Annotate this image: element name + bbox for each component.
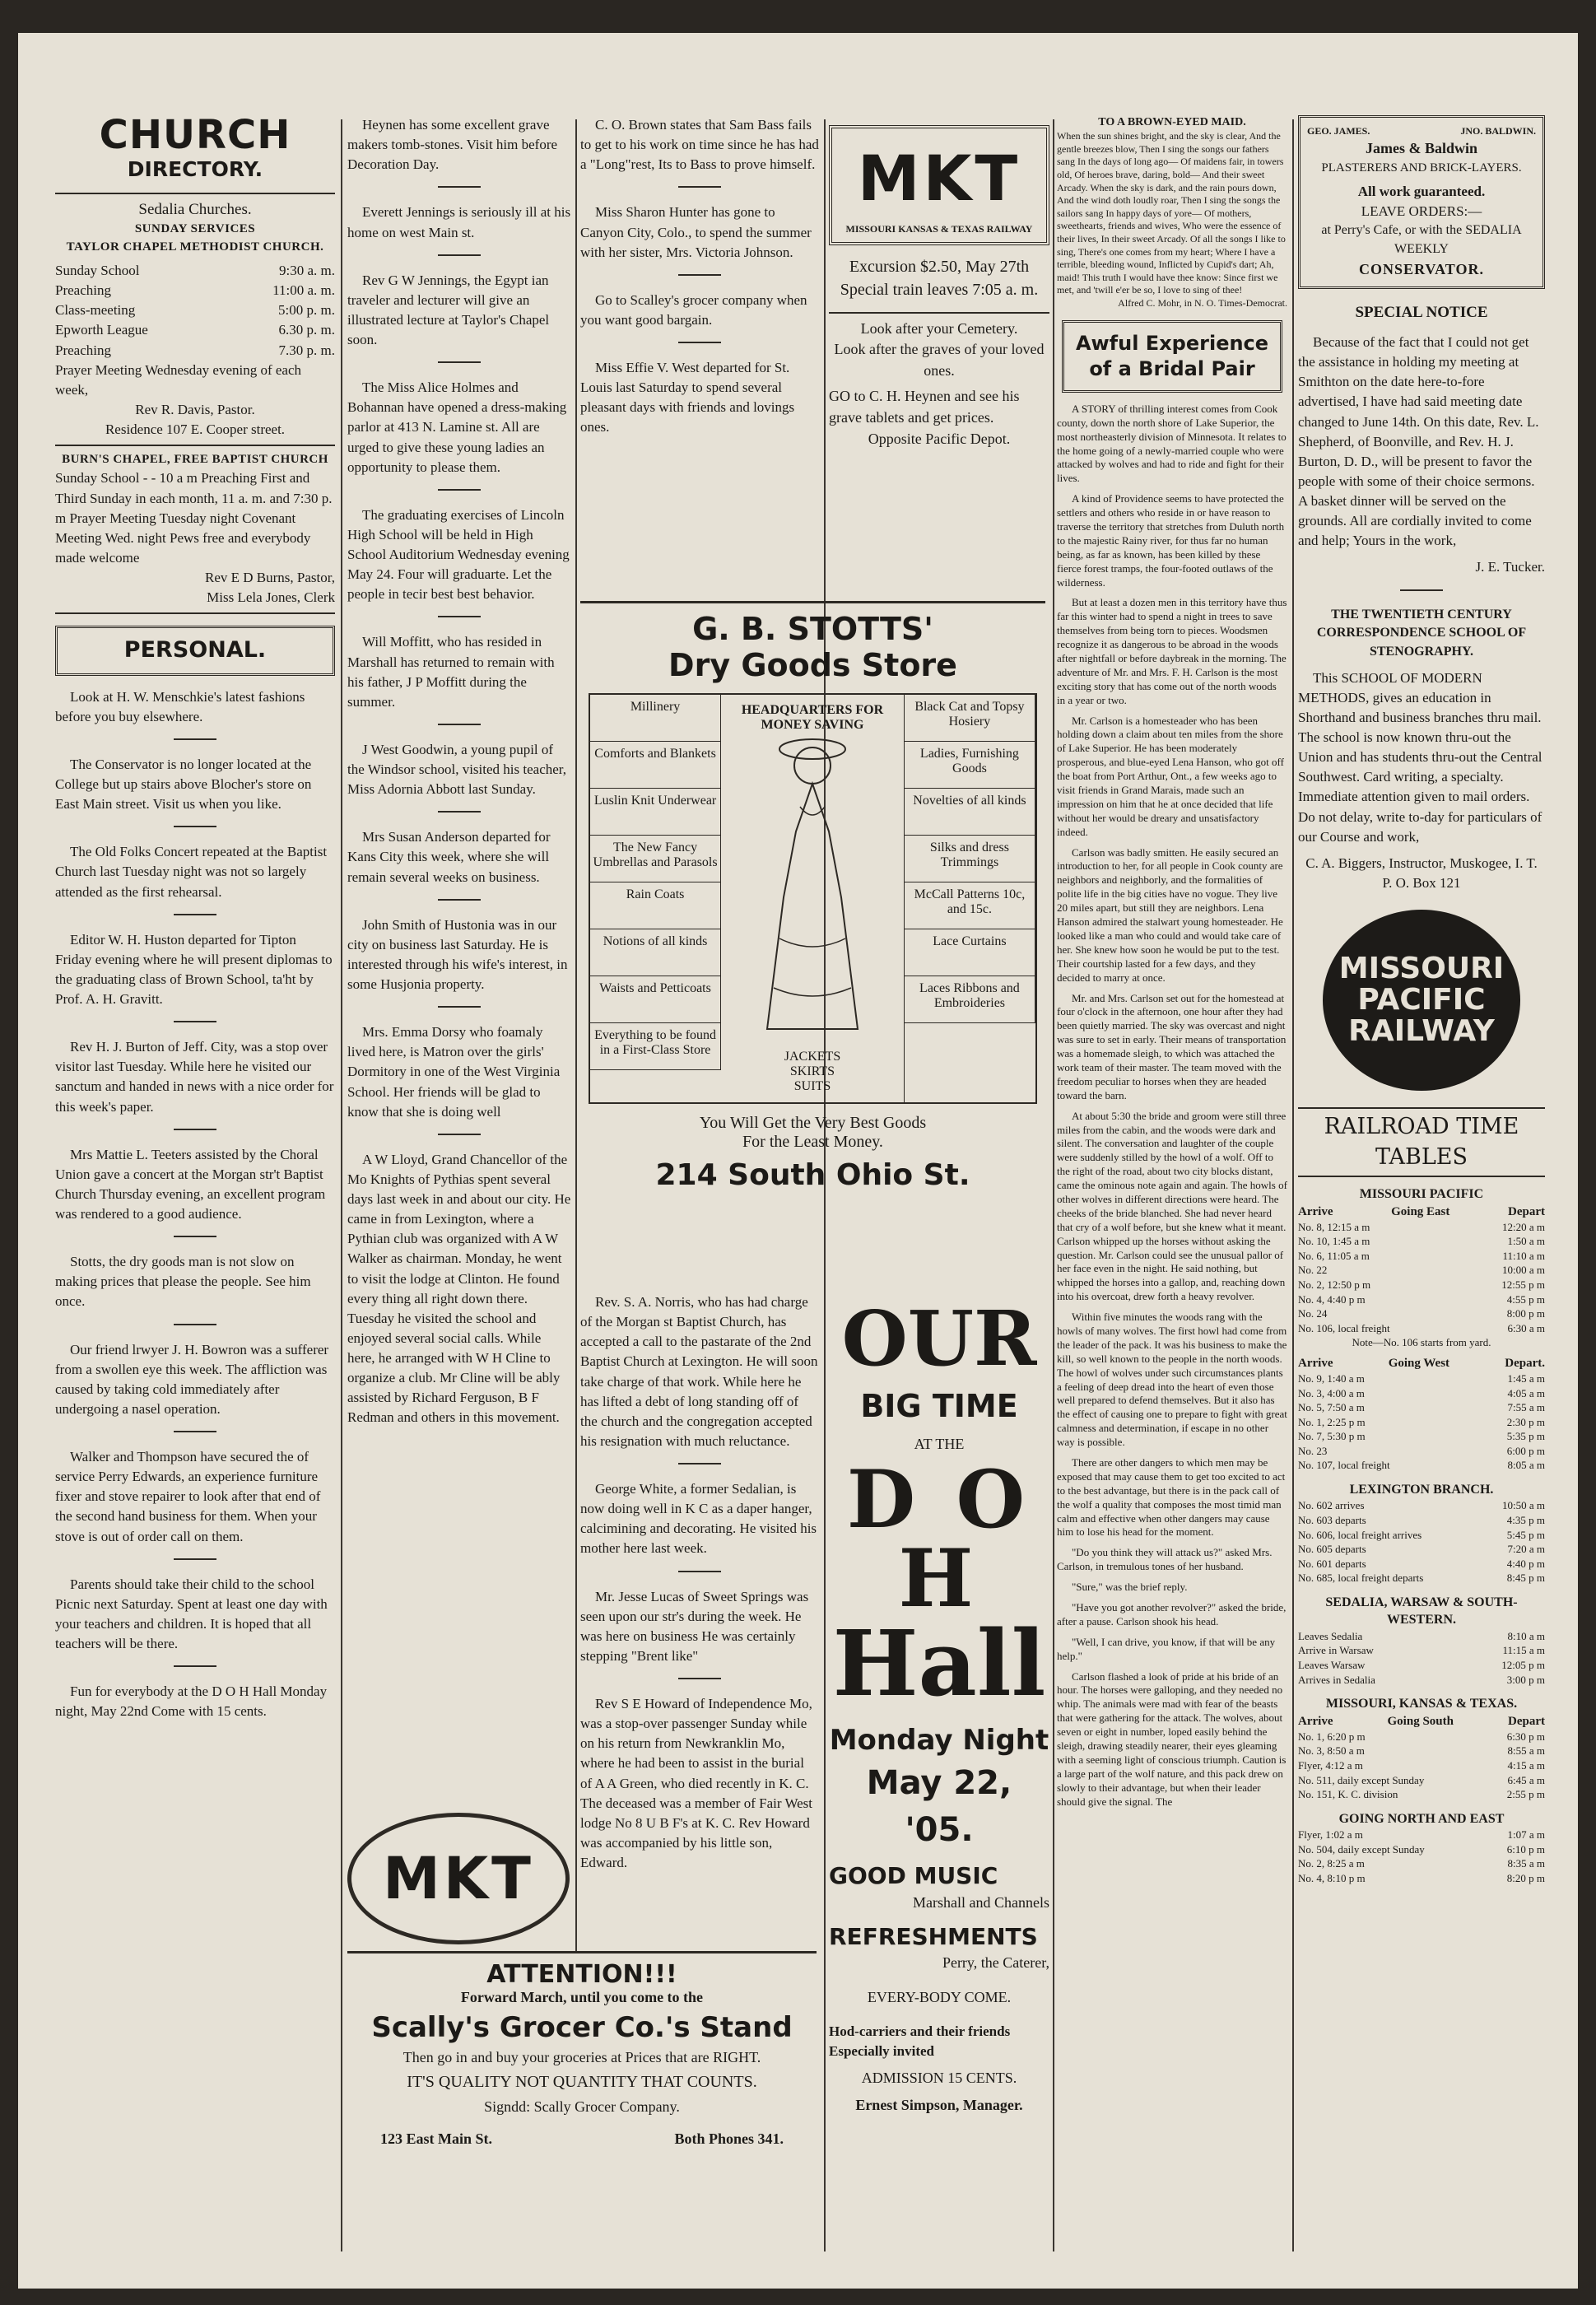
table-row: No. 24 8:00 p m [1298, 1307, 1545, 1320]
stotts-left-list: Millinery Comforts and Blankets Luslin Knit Underwear The New Fancy Umbrellas and Parasols Rain Coats Notions of all kinds Waists and Petticoats Everything to be found in a First-Class Store [590, 695, 721, 1102]
attention-store: Scally's Grocer Co.'s Stand [371, 2011, 793, 2044]
attention-line2: Then go in and buy your groceries at Prices that are RIGHT. [402, 2049, 761, 2065]
doh-admission: ADMISSION 15 CENTS. [861, 2069, 1017, 2086]
table-row: No. 23 6:00 p m [1298, 1444, 1545, 1457]
doh-big-time: BIG TIME [860, 1388, 1018, 1424]
table-row: Arrives in Sedalia 3:00 p m [1298, 1673, 1545, 1686]
news-item: Rev. S. A. Norris, who has had charge of the Morgan st Baptist Church, has accepted a call to the pastarate of the 2nd Baptist Church at Lexington. He will soon take charge of that work. While here he has lifted a debt of long standing off of the church and the congregation accepted his resignation with much reluctance. [580, 1294, 818, 1449]
service-row: Sunday School 9:30 a. m. [55, 263, 335, 279]
rail-title: RAILROAD TIME TABLES [1298, 1107, 1545, 1177]
table-row: Leaves Sedalia 8:10 a m [1298, 1629, 1545, 1642]
lady-illustration [751, 733, 874, 1045]
table-row: No. 602 arrives 10:50 a m [1298, 1499, 1545, 1512]
column-local-news [347, 115, 571, 1943]
residence: Residence 107 E. Cooper street. [105, 421, 286, 438]
table-row: No. 10, 1:45 a m 1:50 a m [1298, 1235, 1545, 1248]
table-row: No. 1, 6:20 p m 6:30 p m [1298, 1730, 1545, 1743]
news-item: A W Lloyd, Grand Chancellor of the Mo Knights of Pythias spent several days last week in and about our city. He came in from Lexington, where a Pythian club was organized with A W Walker as chairman. Monday, he went to visit the lodge at Clinton. He found every thing all right down there. Tuesday he visited the school and enjoyed several social calls. While here, he arranged with W H Cline to organize a club. Mr Cline will be ably assisted by Richard Ferguson, B F Redman and others in this movement. [347, 1151, 571, 1426]
stotts-tagline2: For the Least Money. [742, 1133, 883, 1152]
personal-item: Editor W. H. Huston departed for Tipton Friday evening where he will present diplomas to the graduating class of Brown School, ta'ht by Prof. A. H. Gravitt. [55, 931, 333, 1008]
doh-hall-ad [829, 1301, 1049, 2256]
doh-manager: Ernest Simpson, Manager. [855, 2097, 1023, 2114]
plasterers-ad: GEO. JAMES. JNO. BALDWIN. James & Baldwin PLASTERERS AND BRICK-LAYERS. All work guaranteed. LEAVE ORDERS:— at Perry's Cafe, or with the SEDALIA WEEKLY CONSERVATOR. [1298, 115, 1545, 289]
column-notices-rail [1298, 115, 1545, 2256]
personal-item: The Conservator is no longer located at the College but up stairs above Blocher's store on East Main street. Visit us when you like. [55, 756, 312, 813]
table-row: No. 504, daily except Sunday 6:10 p m [1298, 1842, 1545, 1856]
stotts-center: HEADQUARTERS FOR MONEY SAVING JACKETS SKIRTS SUITS [721, 695, 905, 1102]
column-news-top [580, 115, 819, 593]
burns-pastor: Rev E D Burns, Pastor, [205, 570, 335, 586]
story-body: A STORY of thrilling interest comes from Cook county, down the north shore of Lake Superior, the most northeasterly division of Minnesota. It relates to the home going of a newly-married couple who were attacked by wolves and had to ride and fight for their lives. A kind of Providence seems to have protected the settlers and others who reside in or have reason to traverse the territory that stretches from Duluth north to the majestic Rainy river, for thus far no human being, as far as known, has been killed by these fierce forest tramps, the four-footed outlaws of the wilderness. But at least a dozen men in this territory have thus far this winter had to spend a night in trees to save themselves from being torn to pieces. Woodsmen recognize it as dangerous to be abroad in the woods after nightfall or before daybreak in the morning. The adventure of Mr. and Mrs. F. H. Carlson is the most exciting story that has come out of the north woods in a year or two. Mr. Carlson is a homesteader who has been holding down a claim about ten miles from the shore of Lake Superior. He has been moderately prosperous, and blue-eyed Lena Hanson, who got off the boat from Port Arthur, Ont., a few weeks ago to visit friends in Grand Marais, made such an impression on him that he at once decided that life without her would be dreary and unsatisfactory indeed. Carlson was badly smitten. He easily secured an introduction to her, for all people in Cook county are neighbors and neighborly, and the formalities of polite life in the big cities have no vogue. They live 20 miles apart, but still they are neighbors. Lena Hanson admired the stalwart young homesteader. He looked like a man who could and would take care of her. She knew how soon he would be put to the test. Their courtship lasted for a few days, and they decided to marry at once. Mr. and Mrs. Carlson set out for the homestead at four o'clock in the afternoon, one hour after they had been quietly married. The sky was overcast and night was sure to set in early. Their means of transportation was a homemade sleigh, to which was attached the work team of their master. The team moved with the freedom peculiar to horses when they are headed toward the barn. At about 5:30 the bride and groom were still three miles from the cabin, and the woods were dark and silent. The conversation and laughter of the couple were suddenly stilled by the howl of a wolf. Off to the right of the road, about two city blocks distant, came the ominous note again and again. The howls of other wolves in different directions were heard. The cheeks of the bride blanched. She had never heard that cry of a wolf before, but she knew what it meant. Carlson whipped up the horses without asking the question. Mr. Carlson could see the unusual pallor of her face even in the night. He said nothing, but whipped the horses into a gallop, and, reaching down into his overcoat, drew forth a heavy revolver. Within five minutes the woods rang with the howls of many wolves. The first howl had come from the leader of the pack. It was his business to make the kill, so well known to the people in the north woods. The howl of wolves under such circumstances plants a feeling of deep dread into the heart of even those well prepared to defend themselves. But it also has the effect of causing one to prepare to fight with great calmness and determination, if escape in no other way is possible. There are other dangers to which men may be exposed that may cause them to get too excited to act to the best advantage, but there is in the pack call of the wolf a quality that composes the most timid man calm and effective when other dangers may cause him to lose his head for the moment. "Do you think they will attack us?" asked Mrs. Carlson, in tremulous tones of her husband. "Sure," was the brief reply. "Have you got another revolver?" asked the bride, after a pause. Carlson shook his head. "Well, I can drive, you know, if that will be any help." Carlson flashed a look of pride at his bride of an hour. The horses were galloping, and they needed no whip. The animals were mad with fear of the beasts that were gathering for the attack. The wolves, about seven or eight in number, loped easily behind the sleigh, drawing steadily nearer, their eyes gleaming with a seeming light of conscious triumph. Caution is a large part of the wolf nature, and this pack drew on slowly to their advantage, but when their leader should give the signal. The [1057, 402, 1287, 1808]
doh-music: GOOD MUSIC [829, 1862, 998, 1890]
table-row: No. 2, 8:25 a m 8:35 a m [1298, 1857, 1545, 1870]
stotts-address: 214 South Ohio St. [655, 1158, 970, 1193]
notice-signature: J. E. Tucker. [1475, 559, 1545, 575]
mkt-excursion: Excursion $2.50, May 27th [849, 258, 1030, 276]
table-row: No. 606, local freight arrives 5:45 p m [1298, 1528, 1545, 1541]
taylor-chapel-heading: TAYLOR CHAPEL METHODIST CHURCH. [66, 240, 324, 254]
doh-refresh: REFRESHMENTS [829, 1922, 1038, 1950]
news-item: Go to Scalley's grocer company when you want good bargain. [580, 291, 807, 328]
column-rule [1053, 119, 1054, 2251]
rail-lex: LEXINGTON BRANCH. [1349, 1482, 1494, 1497]
table-row: No. 601 departs 4:40 p m [1298, 1557, 1545, 1570]
awful-title: Awful Experience of a Bridal Pair [1062, 320, 1282, 393]
church-title: CHURCH [99, 115, 291, 158]
news-item: C. O. Brown states that Sam Bass fails to get to his work on time since he has had a "Long"rest, Its to Bass to prove himself. [580, 117, 819, 173]
mkt-special: Special train leaves 7:05 a. m. [840, 281, 1039, 300]
missouri-pacific-badge: MISSOURI PACIFIC RAILWAY [1323, 910, 1520, 1091]
table-row: Leaves Warsaw 12:05 p m [1298, 1658, 1545, 1671]
table-row: No. 151, K. C. division 2:55 p m [1298, 1788, 1545, 1801]
burns-chapel-text: Sunday School - - 10 a m Preaching First and Third Sunday in each month, 11 a. m. and 7:30 p. m Prayer Meeting Tuesday night Covenant Meeting Wed. night Pews free and everybody made welcome [55, 470, 333, 566]
news-item: John Smith of Hustonia was in our city on business last Saturday. He is interested through his wife's interest, in some Husjonia property. [347, 916, 568, 992]
column-rule [341, 119, 342, 2251]
service-row: Class-meeting 5:00 p. m. [55, 302, 335, 319]
attention-signed: Signdd: Scally Grocer Company. [484, 2098, 680, 2115]
news-item: Mrs. Emma Dorsy who foamaly lived here, is Matron over the girls' Dormitory in one of the West Virginia School. Her friends will be glad to know that she is doing well [347, 1024, 561, 1120]
news-item: Rev S E Howard of Independence Mo, was a stop-over passenger Sunday while on his return from Newkranklin Mo, where he had been to assist in the burial of A A Green, who died recently in K. C. The deceased was a member of Fair West lodge No 8 U B F's at K. C. Rev Howard was accompanied by his little son, Edward. [580, 1696, 813, 1870]
table-row: No. 685, local freight departs 8:45 p m [1298, 1572, 1545, 1585]
table-row: No. 1, 2:25 p m 2:30 p m [1298, 1415, 1545, 1428]
service-list [55, 261, 335, 361]
personal-item: Stotts, the dry goods man is not slow on making prices that please the people. See him once. [55, 1254, 311, 1310]
service-row: Preaching 11:00 a. m. [55, 282, 335, 299]
school-signature: C. A. Biggers, Instructor, Muskogee, I. T. [1305, 854, 1538, 871]
doh-invited: Especially invited [829, 2042, 934, 2059]
burns-clerk: Miss Lela Jones, Clerk [207, 589, 335, 606]
burns-chapel-heading: BURN'S CHAPEL, FREE BAPTIST CHURCH [62, 453, 328, 467]
news-item: Miss Effie V. West departed for St. Louis last Saturday to spend several pleasant days with friends and lovings ones. [580, 360, 795, 435]
table-row: Flyer, 1:02 a m 1:07 a m [1298, 1828, 1545, 1842]
poem-author: Alfred C. Mohr, in N. O. Times-Democrat. [1118, 296, 1287, 309]
news-item: George White, a former Sedalian, is now doing well in K C as a daper hanger, calcimining and decorating. He visited his mother here last week. [580, 1481, 817, 1557]
school-title: THE TWENTIETH CENTURY CORRESPONDENCE SCHOOL OF STENOGRAPHY. [1316, 607, 1527, 659]
personal-item: Fun for everybody at the D O H Hall Monday night, May 22nd Come with 15 cents. [55, 1683, 328, 1720]
attention-title: ATTENTION!!! [486, 1960, 677, 1989]
personal-item: Mrs Mattie L. Teeters assisted by the Choral Union gave a concert at the Morgan str't Baptist Church Thursday evening, an excellent program was rendered to a good audience. [55, 1146, 326, 1222]
news-item: Mrs Susan Anderson departed for Kans City this week, where she will remain several weeks on business. [347, 829, 551, 885]
school-box: P. O. Box 121 [1382, 874, 1461, 891]
news-item: Will Moffitt, who has resided in Marshall has returned to remain with his father, J P Moffitt during the summer. [347, 634, 555, 710]
attention-quality: IT'S QUALITY NOT QUANTITY THAT COUNTS. [407, 2073, 757, 2091]
news-item: The Miss Alice Holmes and Bohannan have opened a dress-making parlor at 413 N. Lamine st. All are urged to give these young ladies an opportunity to please them. [347, 380, 567, 475]
column-church-personal [55, 115, 335, 2256]
table-row: No. 3, 4:00 a m 4:05 a m [1298, 1386, 1545, 1399]
stotts-subtitle: Dry Goods Store [668, 646, 957, 683]
news-item: Heynen has some excellent grave makers tomb-stones. Visit him before Decoration Day. [347, 117, 558, 173]
poem-title: TO A BROWN-EYED MAID. [1098, 116, 1246, 128]
column-mkt-ad [829, 115, 1049, 531]
heynen-line2: Look after the graves of your loved ones. [834, 341, 1045, 379]
table-row: No. 3, 8:50 a m 8:55 a m [1298, 1744, 1545, 1758]
table-row: No. 9, 1:40 a m 1:45 a m [1298, 1372, 1545, 1385]
news-item: Mr. Jesse Lucas of Sweet Springs was seen upon our str's during the week. He was here on business He was certainly stepping "Brent like" [580, 1588, 809, 1664]
table-row: Flyer, 4:12 a m 4:15 a m [1298, 1759, 1545, 1772]
mkt-logo-small: MKT [347, 1803, 570, 1954]
table-row: Arrive in Warsaw 11:15 a m [1298, 1644, 1545, 1657]
heynen-loc: Opposite Pacific Depot. [868, 430, 1011, 447]
personal-item: Rev H. J. Burton of Jeff. City, was a stop over visitor last Tuesday. While here he visited our sanctum and handed in news with a nice order for this week's paper. [55, 1039, 334, 1115]
personal-heading: PERSONAL. [55, 626, 335, 675]
doh-music-by: Marshall and Channels [913, 1894, 1049, 1912]
mkt-logo: MKT MISSOURI KANSAS & TEXAS RAILWAY [829, 125, 1049, 245]
sedalia-heading: Sedalia Churches. [138, 200, 252, 218]
railroad-time-tables: RAILROAD TIME TABLES MISSOURI PACIFIC Arrive Going East Depart No. 8, 12:15 a m 12:20 a m No. 10, 1:45 a m 1:50 a m No. 6, 11:05 a m 11:10 a m No. 22 10:00 a m No. 2, 12:50 p m 12:55 p m No. 4, 4:40 p m 4:55 p m No. 24 8:00 p m No. 106, local freight 6:30 a m Note—No. 106 starts from yard. Arrive Going West Depart. No. 9, 1:40 a m 1:45 a m No. 3, 4:00 a m 4:05 a m No. 5, 7:50 a m 7:55 a m No. 1, 2:25 p m 2:30 p m No. 7, 5:30 p m 5:35 p m No. 23 6:00 p m No. 107, local freight 8:05 a m LEXINGTON BRANCH. No. 602 arrives 10:50 a m No. 603 departs 4:35 p m No. 606, local freight arrives 5:45 p m No. 605 departs 7:20 a m No. 601 departs 4:40 p m No. 685, local freight departs 8:45 p m SEDALIA, WARSAW & SOUTH-WESTERN. Leaves Sedalia 8:10 a m Arrive in Warsaw 11:15 a m Leaves Warsaw 12:05 p m Arrives in Sedalia 3:00 p m MISSOURI, KANSAS & TEXAS. Arrive Going South Depart No. 1, 6:20 p m 6:30 p m No. 3, 8:50 a m 8:55 a m Flyer, 4:12 a m 4:15 a m No. 511, daily except Sunday 6:45 a m No. 151, K. C. division 2:55 p m GOING NORTH AND EAST Flyer, 1:02 a m 1:07 a m No. 504, daily except Sunday 6:10 p m No. 2, 8:25 a m 8:35 a m No. 4, 8:10 p m 8:20 p m [1298, 1107, 1545, 1885]
service-row: Epworth League 6.30 p. m. [55, 322, 335, 338]
attention-address: 123 East Main St. [380, 2130, 493, 2147]
pastor: Rev R. Davis, Pastor. [135, 401, 255, 417]
stotts-tagline1: You Will Get the Very Best Goods [699, 1114, 927, 1133]
news-item: Miss Sharon Hunter has gone to Canyon City, Colo., to spend the summer with her sister, Mrs. Victoria Johnson. [580, 204, 812, 260]
column-rule [1292, 119, 1294, 2251]
table-row: No. 106, local freight 6:30 a m [1298, 1321, 1545, 1334]
personal-item: Look at H. W. Menschkie's latest fashions before you buy elsewhere. [55, 688, 305, 724]
school-text: This SCHOOL OF MODERN METHODS, gives an education in Shorthand and business branches thru mail. The school is now known thru-out the Union and has students thru-out the Central Southwest. Card writing, a specialty. Immediate attention given to mail orders. Do not delay, write to-day for particulars of our Course and work, [1298, 669, 1542, 845]
column-story [1057, 115, 1287, 2256]
news-item: Everett Jennings is seriously ill at his home on west Main st. [347, 204, 571, 240]
table-row: No. 107, local freight 8:05 a m [1298, 1459, 1545, 1472]
table-row: No. 8, 12:15 a m 12:20 a m [1298, 1220, 1545, 1233]
prayer-meeting: Prayer Meeting Wednesday evening of each week, [55, 361, 302, 398]
doh-hod: Hod-carriers and their friends [829, 2023, 1011, 2039]
personal-item: Parents should take their child to the school Picnic next Saturday. Spent at least one day with your teachers and children. It is hoped that all teachers will be there. [55, 1576, 328, 1652]
doh-doh: D O H [846, 1452, 1032, 1625]
table-row: No. 22 10:00 a m [1298, 1264, 1545, 1277]
heynen-line1: Look after your Cemetery. [860, 319, 1018, 337]
notice-text: Because of the fact that I could not get the assistance in holding my meeting at Smithton on the date here-to-fore advertised, I have had said meeting date changed to June 14th. On this date, Rev. L. Shepherd, of Boonville, and Rev. H. J. Burton, D. D., will be present to favor the people with some of their choice sermons. A basket dinner will be served on the grounds. All are cordially invited to come and help; Yours in the work, [1298, 334, 1539, 549]
news-item: The graduating exercises of Lincoln High School will be held in High School Auditorium Wednesday evening May 24. Four will graduarte. Let the people in tecir best best behavior. [347, 506, 570, 603]
column-rule [575, 119, 577, 2251]
doh-caterer: Perry, the Caterer, [942, 1954, 1049, 1972]
table-row: No. 511, daily except Sunday 6:45 a m [1298, 1773, 1545, 1786]
table-row: No. 4, 4:40 p m 4:55 p m [1298, 1292, 1545, 1306]
personal-item: Walker and Thompson have secured the of service Perry Edwards, an experience furniture fixer and stove repairer to look after that end of the second hand business for them. When your stove is out of order call on them. [55, 1449, 321, 1544]
table-row: No. 2, 12:50 p m 12:55 p m [1298, 1278, 1545, 1292]
table-row: No. 4, 8:10 p m 8:20 p m [1298, 1871, 1545, 1884]
doh-at: AT THE [914, 1435, 965, 1452]
table-row: No. 5, 7:50 a m 7:55 a m [1298, 1401, 1545, 1414]
table-row: No. 6, 11:05 a m 11:10 a m [1298, 1249, 1545, 1262]
notice-title: SPECIAL NOTICE [1355, 304, 1488, 322]
personal-item: The Old Folks Concert repeated at the Baptist Church last Tuesday night was not so largely attended as the first rehearsal. [55, 844, 328, 900]
rail-mp: MISSOURI PACIFIC [1359, 1186, 1484, 1201]
attention-line1: Forward March, until you come to the [460, 1989, 704, 2005]
poem-text: When the sun shines bright, and the sky is clear, And the gentle breezes blow, Then I sing the songs our fathers sang In the days of long ago— Of maidens fair, in towers old, Of heroes brave, daring, bold— And their sweet Arcady. When the sky is dark, and the rain pours down, And the wind doth loudly roar, Then I sing the songs the sailors sang In happy days of yore— Of mothers, sweethearts, friends and wives, Who were the essence of their lives, In their sweet Arcady. Of all the songs I like to sing, There's one comes from my heart; Where I have a terrible, bleeding wound, Inflicted by Cupid's dart; Ah, maid! This truth I would have thee know: Since first we met, and 'twill e'er be so, I love to sing of thee! [1057, 130, 1286, 296]
rail-north: GOING NORTH AND EAST [1338, 1811, 1505, 1826]
table-row: No. 7, 5:30 p m 5:35 p m [1298, 1430, 1545, 1443]
heynen-body: GO to C. H. Heynen and see his grave tablets and get prices. [829, 388, 1020, 426]
attention-phones: Both Phones 341. [674, 2130, 784, 2147]
newspaper-page [18, 33, 1578, 2289]
service-row: Preaching 7.30 p. m. [55, 342, 335, 358]
rail-mkt: MISSOURI, KANSAS & TEXAS. [1325, 1697, 1518, 1711]
church-subtitle: DIRECTORY. [127, 157, 263, 181]
personal-item: Our friend lrwyer J. H. Bowron was a sufferer from a swollen eye this week. The affliction was caused by taking cold immediately after undergoing a nasel operation. [55, 1341, 329, 1417]
sunday-services-heading: SUNDAY SERVICES [134, 222, 256, 236]
doh-our: OUR [841, 1301, 1037, 1383]
doh-monday: Monday Night [829, 1723, 1049, 1757]
news-item: Rev G W Jennings, the Egypt ian traveler and lecturer will give an illustrated lecture at Taylor's Chapel soon. [347, 272, 550, 347]
scally-grocer-ad [347, 1951, 817, 2258]
rail-sw: SEDALIA, WARSAW & SOUTH-WESTERN. [1325, 1595, 1518, 1627]
doh-hall: Hall [832, 1609, 1046, 1716]
table-row: No. 603 departs 4:35 p m [1298, 1513, 1545, 1526]
news-item: J West Goodwin, a young pupil of the Windsor school, visited his teacher, Miss Adornia Abbott last Sunday. [347, 741, 567, 798]
table-row: No. 605 departs 7:20 a m [1298, 1543, 1545, 1556]
stotts-title: G. B. STOTTS' [692, 611, 933, 647]
stotts-right-list: Black Cat and Topsy Hosiery Ladies, Furnishing Goods Novelties of all kinds Silks and dress Trimmings McCall Patterns 10c, and 15c. Lace Curtains Laces Ribbons and Embroideries [905, 695, 1035, 1102]
doh-every: EVERY-BODY COME. [867, 1988, 1012, 2005]
doh-date: May 22, '05. [866, 1763, 1012, 1849]
stotts-ad [580, 601, 1045, 1278]
